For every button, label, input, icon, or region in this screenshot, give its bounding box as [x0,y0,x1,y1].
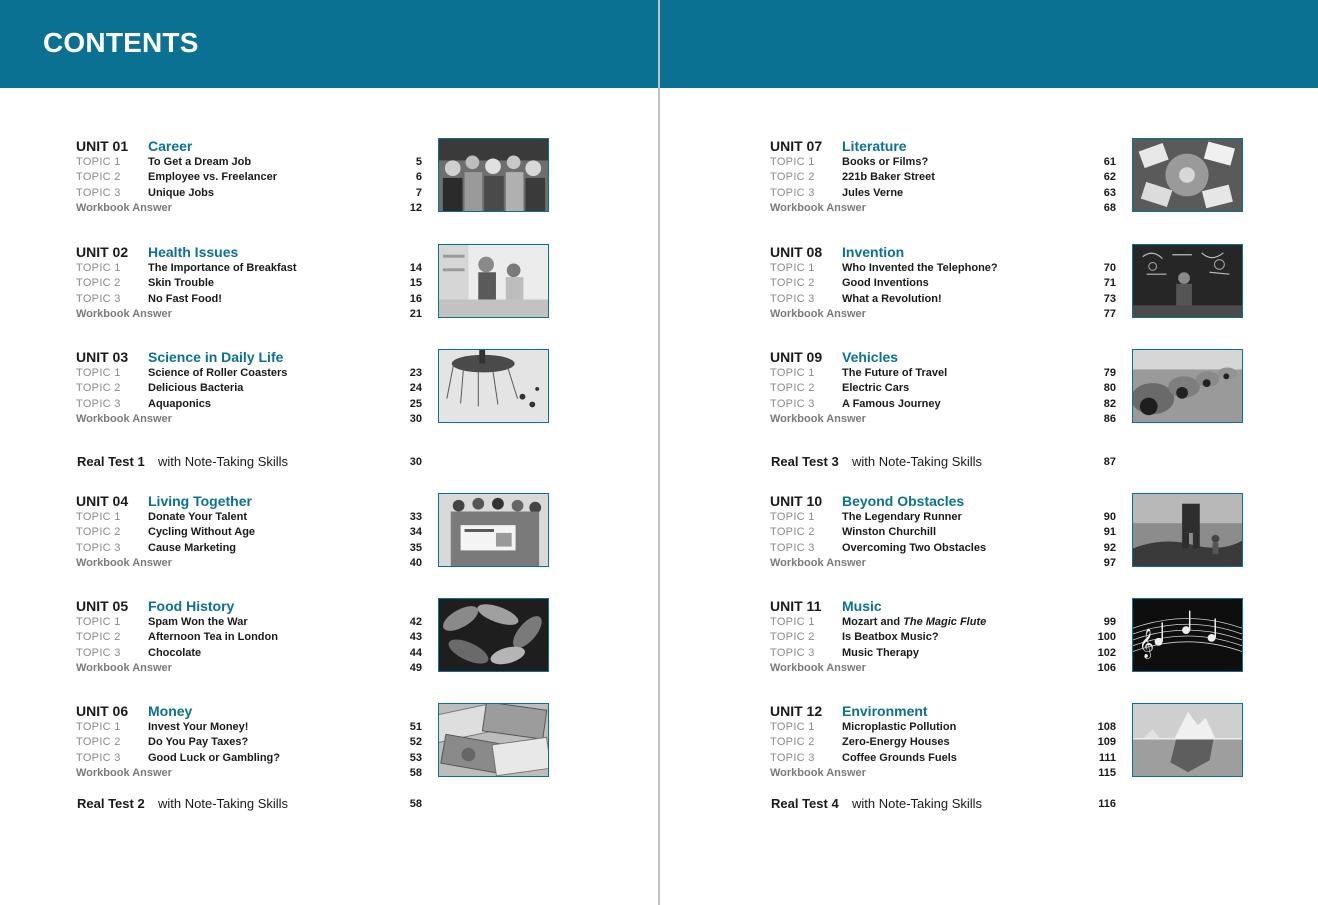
page-number: 15 [409,277,422,289]
workbook-label: Workbook Answer [770,308,866,320]
unit-heading [76,703,192,719]
topic-row[interactable] [770,630,1116,645]
topic-name: Good Luck or Gambling? [148,752,280,764]
topic-name: Overcoming Two Obstacles [842,542,987,554]
unit-03[interactable] [76,349,551,425]
topic-label: TOPIC 1 [76,511,121,523]
real-test-3[interactable] [770,453,1116,471]
page-number: 111 [1098,752,1116,764]
unit-06[interactable] [76,703,551,779]
topic-row[interactable] [76,366,422,381]
topic-row[interactable] [76,720,422,735]
unit-code: UNIT 12 [770,703,823,719]
unit-07[interactable] [770,138,1245,214]
page-number: 24 [409,382,422,394]
topic-label: TOPIC 1 [770,616,815,628]
page-number: 14 [409,262,422,274]
real-test-4[interactable] [770,795,1116,813]
topic-name: Chocolate [148,647,202,659]
topic-name: A Famous Journey [842,398,941,410]
topic-label: TOPIC 1 [770,367,815,379]
topic-name: Donate Your Talent [148,511,248,523]
real-test-skill: with Note-Taking Skills [852,796,983,811]
unit-05[interactable] [76,598,551,674]
unit-code: UNIT 02 [76,244,129,260]
topic-label: TOPIC 1 [76,616,121,628]
topic-name: Do You Pay Taxes? [148,736,249,748]
topic-row[interactable] [770,646,1116,661]
topic-row[interactable] [76,541,422,556]
page-number: 42 [409,616,422,628]
workbook-label: Workbook Answer [770,662,866,674]
svg-text:𝄞: 𝄞 [1138,627,1154,658]
topic-row[interactable] [770,735,1116,750]
topic-name: To Get a Dream Job [148,156,252,168]
topic-row[interactable] [770,155,1116,170]
unit-title[interactable]: Invention [842,244,905,260]
topic-name: Afternoon Tea in London [148,631,278,643]
topic-name: Skin Trouble [148,277,215,289]
page-number: 6 [415,171,422,183]
topic-row[interactable] [76,276,422,291]
topic-name: What a Revolution! [842,293,942,305]
page-number: 82 [1103,398,1116,410]
topic-row[interactable] [770,186,1116,201]
topic-row[interactable] [770,397,1116,412]
page-number: 100 [1097,631,1116,643]
unit-title[interactable]: Living Together [148,493,252,509]
topic-name: Music Therapy [842,647,920,659]
topic-label: TOPIC 2 [770,736,815,748]
page-number: 7 [415,187,422,199]
topic-name: No Fast Food! [148,293,222,305]
topic-label: TOPIC 3 [770,752,815,764]
topic-row[interactable] [770,751,1116,766]
page-number: 43 [409,631,422,643]
unit-heading [770,244,904,260]
page-number: 21 [409,308,422,320]
unit-11[interactable] [770,598,1245,674]
topic-label: TOPIC 2 [76,736,121,748]
real-test-2[interactable] [76,795,422,813]
topic-name: Books or Films? [842,156,929,168]
workbook-row[interactable] [770,307,1116,322]
page-number: 92 [1103,542,1116,554]
topic-row[interactable] [770,276,1116,291]
topic-name [842,615,986,630]
topic-row[interactable] [770,170,1116,185]
page-number: 97 [1103,557,1116,569]
page-number: 106 [1097,662,1116,674]
topic-row[interactable] [76,292,422,307]
workbook-label: Workbook Answer [770,767,866,779]
unit-title[interactable]: Career [148,138,193,154]
topic-row[interactable] [76,751,422,766]
page-number: 35 [409,542,422,554]
swing-ride-photo [438,349,549,423]
topic-name: Jules Verne [842,187,904,199]
page-number: 77 [1103,308,1116,320]
unit-code: UNIT 05 [76,598,129,614]
workbook-label: Workbook Answer [76,767,172,779]
real-test-skill: with Note-Taking Skills [158,454,289,469]
real-test-label: Real Test 1 [77,454,145,469]
unit-title[interactable]: Beyond Obstacles [842,493,965,509]
page-number: 49 [409,662,422,674]
page-number: 25 [409,398,422,410]
topic-label: TOPIC 2 [76,277,121,289]
page-number: 71 [1103,277,1116,289]
topic-name: Winston Churchill [842,526,937,538]
topic-label: TOPIC 2 [76,631,121,643]
topic-label: TOPIC 2 [76,526,121,538]
students-photo [438,493,549,567]
page-number: 40 [409,557,422,569]
unit-title[interactable]: Money [148,703,193,719]
topic-name: The Importance of Breakfast [148,262,297,274]
topic-row[interactable] [76,261,422,276]
unit-code: UNIT 04 [76,493,129,509]
unit-code: UNIT 07 [770,138,823,154]
topic-row[interactable] [770,366,1116,381]
topic-name: Spam Won the War [148,616,248,628]
topic-label: TOPIC 3 [770,187,815,199]
real-test-label: Real Test 4 [771,796,839,811]
page-number: 58 [409,767,422,779]
topic-row[interactable] [76,510,422,525]
page-number: 62 [1103,171,1116,183]
unit-heading [76,138,192,154]
topic-row[interactable] [76,381,422,396]
topic-name: Electric Cars [842,382,910,394]
topic-row[interactable] [770,720,1116,735]
topic-name: Who Invented the Telephone? [842,262,998,274]
topic-label: TOPIC 3 [76,293,121,305]
leaves-photo [438,598,549,672]
topic-name: Microplastic Pollution [842,721,957,733]
workbook-label: Workbook Answer [770,202,866,214]
topic-name: Invest Your Money! [148,721,249,733]
vintage-cars-photo [1132,349,1243,423]
topic-label: TOPIC 2 [770,171,815,183]
topic-label: TOPIC 1 [770,262,815,274]
workbook-row[interactable] [76,766,422,781]
page-number: 68 [1103,202,1116,214]
topic-name: 221b Baker Street [842,171,935,183]
topic-name: The Legendary Runner [842,511,962,523]
topic-row[interactable] [76,615,422,630]
workbook-row[interactable] [770,661,1116,676]
topic-row[interactable] [76,186,422,201]
workbook-row[interactable] [76,661,422,676]
workbook-label: Workbook Answer [770,413,866,425]
page-number: 52 [409,736,422,748]
topic-name: Employee vs. Freelancer [148,171,278,183]
workbook-row[interactable] [770,412,1116,427]
topic-row[interactable] [76,735,422,750]
topic-row[interactable] [770,261,1116,276]
workbook-label: Workbook Answer [76,413,172,425]
unit-02[interactable] [76,244,551,320]
topic-row[interactable] [76,155,422,170]
page-number: 30 [409,413,422,425]
workbook-label: Workbook Answer [770,557,866,569]
topic-label: TOPIC 3 [770,293,815,305]
page-number: 108 [1097,721,1116,733]
page-number: 86 [1103,413,1116,425]
page-number: 116 [1098,798,1116,810]
topic-label: TOPIC 3 [770,647,815,659]
topic-row[interactable] [76,397,422,412]
topic-label: TOPIC 1 [770,721,815,733]
unit-heading [770,138,907,154]
page-title: CONTENTS [43,27,199,58]
iceberg-photo [1132,703,1243,777]
page-number: 115 [1098,767,1116,779]
unit-title[interactable]: Environment [842,703,928,719]
topic-row[interactable] [770,615,1116,630]
unit-10[interactable] [770,493,1245,569]
reading-photo [1132,138,1243,212]
unit-code: UNIT 11 [770,598,822,614]
topic-row[interactable] [770,525,1116,540]
page-number: 51 [409,721,422,733]
page-number: 53 [409,752,422,764]
topic-label: TOPIC 3 [770,398,815,410]
page-number: 102 [1097,647,1116,659]
page-number: 91 [1103,526,1116,538]
topic-row[interactable] [770,381,1116,396]
page-number: 109 [1097,736,1116,748]
topic-name: Cause Marketing [148,542,237,554]
workbook-row[interactable] [76,556,422,571]
inventor-photo [1132,244,1243,318]
page-number: 33 [409,511,422,523]
real-test-skill: with Note-Taking Skills [158,796,289,811]
topic-row[interactable] [770,541,1116,556]
unit-title[interactable]: Music [842,598,882,614]
topic-row[interactable] [76,525,422,540]
unit-heading [770,598,882,614]
page-number: 30 [409,456,422,468]
unit-code: UNIT 03 [76,349,129,365]
real-test-skill: with Note-Taking Skills [852,454,983,469]
unit-code: UNIT 06 [76,703,129,719]
unit-code: UNIT 09 [770,349,823,365]
topic-name: Cycling Without Age [148,526,256,538]
unit-12[interactable] [770,703,1245,779]
unit-code: UNIT 08 [770,244,823,260]
unit-08[interactable] [770,244,1245,320]
topic-label: TOPIC 2 [76,382,121,394]
unit-heading [76,244,238,260]
banknotes-photo [438,703,549,777]
workbook-row[interactable] [76,201,422,216]
workbook-label: Workbook Answer [76,202,172,214]
topic-name: Good Inventions [842,277,929,289]
topic-row[interactable] [76,630,422,645]
unit-09[interactable] [770,349,1245,425]
unit-heading [770,703,928,719]
topic-label: TOPIC 3 [76,647,121,659]
left-page [0,0,658,905]
topic-name: Science of Roller Coasters [148,367,288,379]
real-test-1[interactable] [76,453,422,471]
topic-label: TOPIC 2 [770,277,815,289]
topic-label: TOPIC 1 [770,511,815,523]
topic-name: Coffee Grounds Fuels [842,752,957,764]
topic-label: TOPIC 2 [770,526,815,538]
topic-name-italic: The Magic Flute [903,616,987,628]
page-number: 63 [1103,187,1116,199]
workbook-row[interactable] [770,201,1116,216]
workbook-row[interactable] [770,766,1116,781]
page-number: 70 [1103,262,1116,274]
topic-label: TOPIC 3 [770,542,815,554]
page-number: 44 [409,647,422,659]
topic-label: TOPIC 2 [770,631,815,643]
workbook-label: Workbook Answer [76,557,172,569]
topic-label: TOPIC 2 [76,171,121,183]
page-number: 61 [1103,156,1116,168]
topic-label: TOPIC 1 [76,156,121,168]
page-number: 5 [415,156,422,168]
music-notes-photo [1132,598,1243,672]
page-number: 12 [409,202,422,214]
unit-heading [76,598,234,614]
page-number: 99 [1103,616,1116,628]
topic-label: TOPIC 3 [76,187,121,199]
unit-heading [770,349,898,365]
unit-01[interactable] [76,138,551,214]
topic-row[interactable] [770,292,1116,307]
workbook-label: Workbook Answer [76,308,172,320]
topic-row[interactable] [76,646,422,661]
unit-heading [76,493,252,509]
unit-04[interactable] [76,493,551,569]
kitchen-photo [438,244,549,318]
unit-heading [76,349,283,365]
page-number: 73 [1103,293,1116,305]
topic-name: The Future of Travel [842,367,948,379]
topic-row[interactable] [770,510,1116,525]
page-number: 80 [1103,382,1116,394]
page-number: 34 [409,526,422,538]
unit-title[interactable]: Food History [148,598,235,614]
header-band [660,0,1318,88]
page-number: 58 [409,798,422,810]
topic-name: Delicious Bacteria [148,382,244,394]
real-test-label: Real Test 3 [771,454,839,469]
unit-title[interactable]: Literature [842,138,907,154]
page-number: 23 [409,367,422,379]
workbook-row[interactable] [76,412,422,427]
right-page [660,0,1318,905]
unit-code: UNIT 10 [770,493,823,509]
topic-name: Is Beatbox Music? [842,631,939,643]
contents-header [0,0,658,88]
topic-label: TOPIC 1 [770,156,815,168]
topic-label: TOPIC 3 [76,398,121,410]
page-number: 87 [1103,456,1116,468]
topic-name: Unique Jobs [148,187,215,199]
workbook-row[interactable] [76,307,422,322]
page-number: 79 [1103,367,1116,379]
workbook-label: Workbook Answer [76,662,172,674]
topic-row[interactable] [76,170,422,185]
topic-label: TOPIC 1 [76,262,121,274]
unit-title[interactable]: Health Issues [148,244,239,260]
topic-label: TOPIC 2 [770,382,815,394]
unit-code: UNIT 01 [76,138,129,154]
topic-label: TOPIC 3 [76,752,121,764]
unit-title[interactable]: Science in Daily Life [148,349,284,365]
page-number: 16 [409,293,422,305]
topic-label: TOPIC 1 [76,721,121,733]
topic-name: Zero-Energy Houses [842,736,950,748]
topic-name: Aquaponics [148,398,211,410]
workbook-row[interactable] [770,556,1116,571]
topic-label: TOPIC 3 [76,542,121,554]
unit-heading [770,493,964,509]
unit-title[interactable]: Vehicles [842,349,899,365]
crowd-photo [438,138,549,212]
real-test-label: Real Test 2 [77,796,145,811]
runner-photo [1132,493,1243,567]
page-number: 90 [1103,511,1116,523]
topic-name-plain: Mozart and [842,616,904,628]
topic-label: TOPIC 1 [76,367,121,379]
